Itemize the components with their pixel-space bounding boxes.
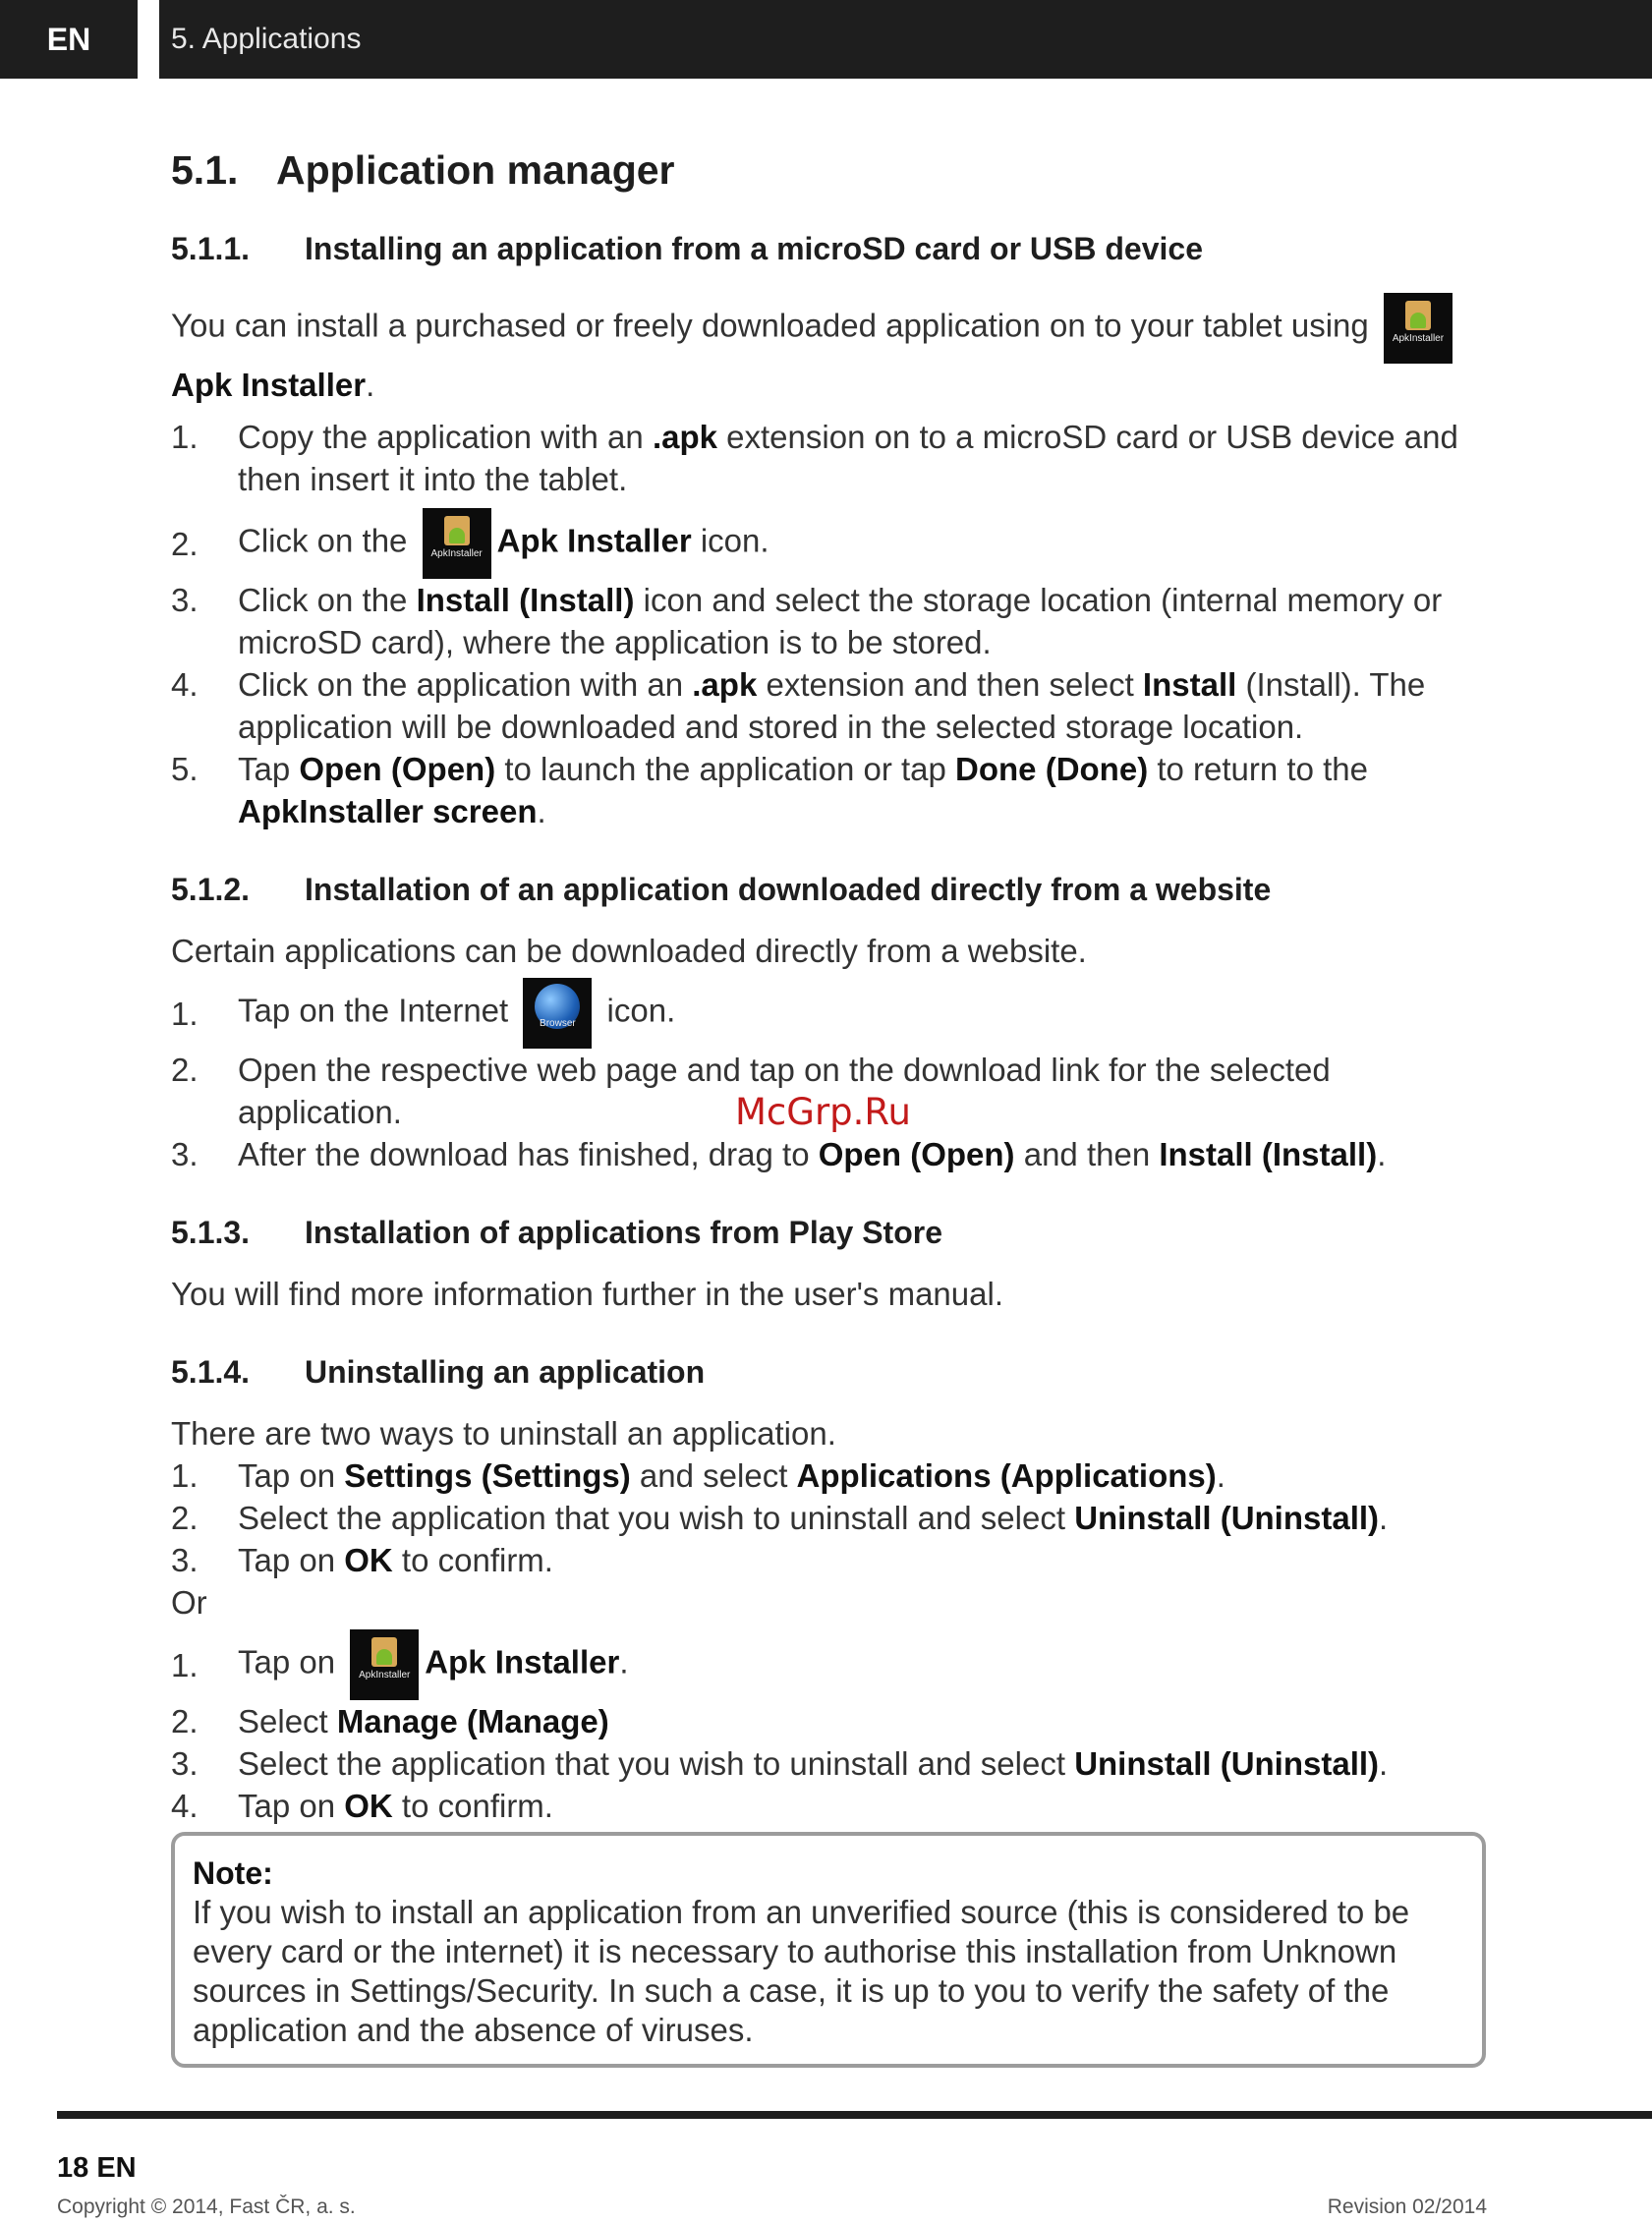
intro-paragraph (171, 293, 1488, 406)
list-text: (Install). The application will be downloaded and stored in the selected storage location. (238, 666, 1426, 745)
list-bold: Install (1142, 666, 1237, 703)
list-text: Tap on the Internet (238, 992, 518, 1029)
list-bold: Manage (Manage) (336, 1703, 609, 1739)
list-text: . (1377, 1136, 1387, 1172)
list-text: to launch the application or tap (495, 751, 956, 787)
revision: Revision 02/2014 (1327, 2195, 1487, 2218)
list-text: . (1216, 1457, 1225, 1494)
list-bold: Settings (Settings) (344, 1457, 631, 1494)
list-text: Tap on (238, 1788, 345, 1824)
subsection-number: 5.1.3. (171, 1215, 251, 1250)
list-number: 3. (171, 582, 199, 618)
section-heading (171, 147, 1488, 194)
list-text: Click on the application with an (238, 666, 693, 703)
list-text: Click on the (238, 582, 417, 618)
list-number: 1. (171, 995, 199, 1032)
list-text: icon. (691, 522, 769, 559)
list-item (171, 579, 1488, 663)
subsection-number: 5.1.1. (171, 231, 251, 266)
main-content (171, 147, 1488, 1827)
list-item (171, 508, 1488, 579)
list-text: and select (630, 1457, 797, 1494)
list-number: 2. (171, 525, 199, 562)
subsection-5-1-4-heading (171, 1354, 1488, 1391)
list-item (171, 416, 1488, 500)
list-item (171, 1742, 1488, 1785)
list-text: icon and select the storage location (internal memory or microSD card), where the application is to be stored. (238, 582, 1443, 660)
list-number: 1. (171, 1646, 199, 1683)
apk-installer-icon (1384, 293, 1453, 364)
list-bold: .apk (652, 419, 717, 455)
list-number: 3. (171, 1542, 199, 1578)
intro-bold: Apk Installer (171, 367, 367, 403)
list-bold: Apk Installer (496, 522, 692, 559)
apk-installer-icon (350, 1629, 419, 1700)
list-text: and then (1014, 1136, 1160, 1172)
intro-paragraph: You will find more information further in the user's manual. (171, 1276, 1003, 1312)
list-item (171, 1497, 1488, 1539)
subsection-title: Uninstalling an application (305, 1354, 706, 1390)
note-box (171, 1832, 1486, 2068)
list-bold: OK (344, 1788, 393, 1824)
section-title: Application manager (276, 147, 675, 193)
list-item (171, 1785, 1488, 1827)
list-text: to confirm. (392, 1542, 553, 1578)
list-number: 1. (171, 1457, 199, 1494)
subsection-title: Installing an application from a microSD card or USB device (305, 231, 1203, 266)
watermark: McGrp.Ru (735, 1091, 911, 1133)
list-item (171, 1539, 1488, 1581)
list-item (171, 663, 1488, 748)
list-text: to confirm. (392, 1788, 553, 1824)
list-text: Tap on (238, 1643, 345, 1681)
subsection-5-1-3-heading (171, 1215, 1488, 1251)
list-number: 4. (171, 1788, 199, 1824)
note-title: Note: (193, 1855, 273, 1891)
icon-caption: Browser (540, 1018, 576, 1029)
list-text: icon. (598, 992, 676, 1029)
subsection-title: Installation of applications from Play Store (305, 1215, 942, 1250)
page-number: 18 EN (57, 2152, 137, 2184)
intro-text: You can install a purchased or freely downloaded application on to your tablet using (171, 307, 1369, 344)
list-number: 2. (171, 1500, 199, 1536)
list-bold: Apk Installer (425, 1643, 620, 1681)
list-bold: OK (344, 1542, 393, 1578)
subsection-5-1-2-heading (171, 872, 1488, 908)
list-text: Click on the (238, 522, 417, 559)
browser-icon (523, 978, 592, 1049)
list-number: 2. (171, 1052, 199, 1088)
list-bold: ApkInstaller screen (238, 793, 538, 829)
list-bold: Uninstall (Uninstall) (1074, 1745, 1380, 1782)
list-text: Tap (238, 751, 300, 787)
intro-end: . (366, 367, 375, 403)
list-text: After the download has finished, drag to (238, 1136, 819, 1172)
subsection-title: Installation of an application downloaded directly from a website (305, 872, 1272, 907)
list-bold: Done (Done) (955, 751, 1149, 787)
list-number: 4. (171, 666, 199, 703)
intro-paragraph: Certain applications can be downloaded directly from a website. (171, 933, 1087, 969)
list-bold: Open (Open) (818, 1136, 1015, 1172)
list-item (171, 1629, 1488, 1700)
list-item (171, 978, 1488, 1049)
list-text: Tap on (238, 1542, 345, 1578)
list-item (171, 1133, 1488, 1175)
list-text: . (1379, 1745, 1389, 1782)
list-text: . (1379, 1500, 1389, 1536)
icon-caption: ApkInstaller (430, 548, 483, 559)
list-number: 2. (171, 1703, 199, 1739)
list-item (171, 1700, 1488, 1742)
list-bold: Install (Install) (416, 582, 635, 618)
list-number: 5. (171, 751, 199, 787)
list-text: Select the application that you wish to uninstall and select (238, 1500, 1075, 1536)
language-tab: EN (0, 0, 138, 79)
list-text: extension and then select (757, 666, 1143, 703)
footer-divider (57, 2111, 1652, 2119)
icon-caption: ApkInstaller (359, 1670, 411, 1681)
note-body: If you wish to install an application from an unverified source (this is considered to be every card or the internet) it is necessary to authorise this installation from Unknown sources in Settings/Security. In such a case, it is up to you to verify the safety of the application and the absence of viruses. (193, 1894, 1410, 2048)
list-number: 3. (171, 1136, 199, 1172)
list-text: Copy the application with an (238, 419, 653, 455)
apk-installer-icon (423, 508, 491, 579)
list-bold: .apk (692, 666, 758, 703)
list-text: Open the respective web page and tap on the download link for the selected application. (238, 1052, 1331, 1130)
list-text: . (619, 1643, 629, 1681)
or-text: Or (171, 1584, 207, 1621)
list-item (171, 748, 1488, 832)
list-bold: Applications (Applications) (796, 1457, 1217, 1494)
list-text: extension on to a microSD card or USB device and then insert it into the tablet. (238, 419, 1458, 497)
subsection-number: 5.1.2. (171, 872, 251, 907)
icon-caption: ApkInstaller (1392, 333, 1445, 344)
list-text: Select the application that you wish to uninstall and select (238, 1745, 1075, 1782)
copyright: Copyright © 2014, Fast ČR, a. s. (57, 2195, 356, 2218)
list-item (171, 1454, 1488, 1497)
list-number: 3. (171, 1745, 199, 1782)
section-number: 5.1. (171, 147, 239, 193)
list-number: 1. (171, 419, 199, 455)
list-text: . (537, 793, 546, 829)
list-text: Select (238, 1703, 337, 1739)
intro-paragraph: There are two ways to uninstall an application. (171, 1415, 836, 1452)
chapter-title: 5. Applications (159, 0, 1652, 79)
subsection-number: 5.1.4. (171, 1354, 251, 1390)
list-text: Tap on (238, 1457, 345, 1494)
subsection-5-1-1-heading (171, 231, 1488, 267)
list-text: to return to the (1148, 751, 1368, 787)
list-bold: Uninstall (Uninstall) (1074, 1500, 1380, 1536)
list-bold: Install (Install) (1159, 1136, 1378, 1172)
page-header (0, 0, 1652, 79)
list-bold: Open (Open) (299, 751, 496, 787)
